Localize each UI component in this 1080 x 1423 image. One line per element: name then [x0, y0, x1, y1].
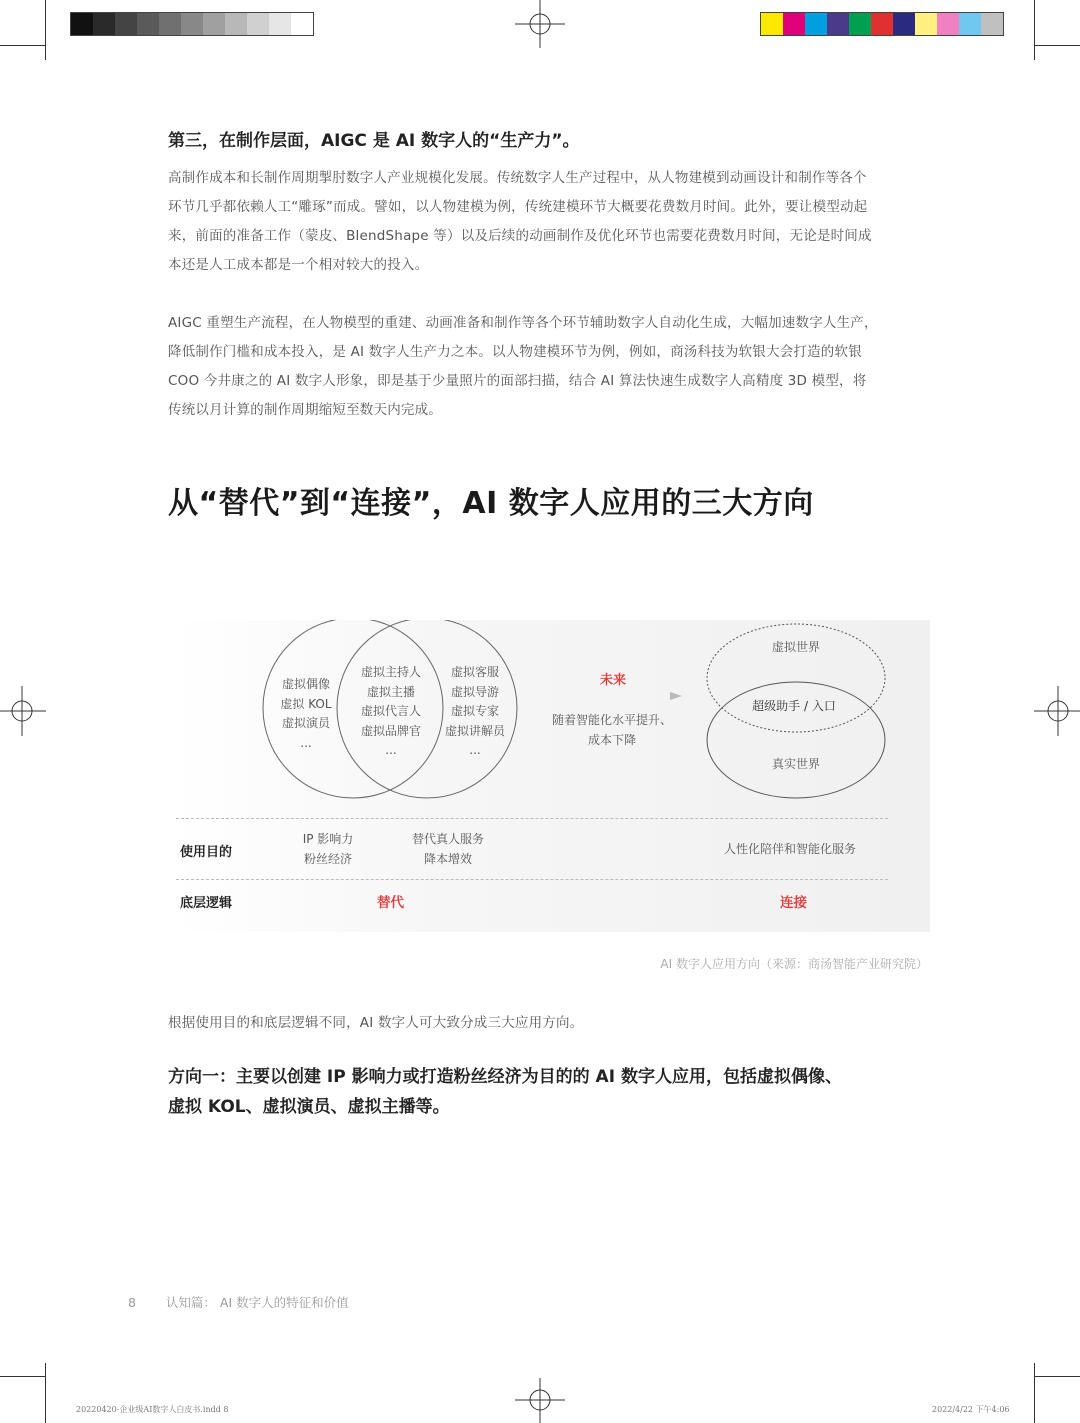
color-swatch	[893, 13, 915, 35]
page-footer	[128, 1293, 349, 1311]
color-calibration-bar	[760, 12, 1004, 36]
super-assistant-label: 超级助手 / 入口	[752, 699, 836, 713]
application-direction-diagram	[176, 620, 930, 932]
gray-swatch	[181, 13, 203, 35]
left-circle-items: 虚拟偶像 虚拟 KOL 虚拟演员 ...	[280, 677, 332, 750]
usage-purpose-label: 使用目的	[180, 845, 233, 860]
gray-swatch	[137, 13, 159, 35]
crop-mark	[1034, 1363, 1035, 1423]
color-swatch	[937, 13, 959, 35]
crop-mark	[0, 1376, 45, 1377]
real-world-label: 真实世界	[771, 757, 820, 771]
gray-swatch	[93, 13, 115, 35]
virtual-world-label: 虚拟世界	[771, 640, 820, 654]
gray-swatch	[71, 13, 93, 35]
registration-mark-left	[0, 686, 46, 736]
crop-mark	[45, 0, 46, 60]
divider	[176, 879, 888, 880]
logic-connect: 连接	[780, 895, 807, 911]
color-swatch	[915, 13, 937, 35]
crop-mark	[1035, 45, 1080, 46]
color-swatch	[959, 13, 981, 35]
color-swatch	[783, 13, 805, 35]
diagram-caption: AI 数字人应用方向（来源：商汤智能产业研究院）	[660, 957, 928, 971]
direction-one-heading: 方向一：主要以创建 IP 影响力或打造粉丝经济为目的的 AI 数字人应用，包括虚拟偶像、 虚拟 KOL、虚拟演员、虚拟主播等。	[168, 1067, 842, 1117]
gray-swatch	[115, 13, 137, 35]
future-label: 未来	[600, 673, 627, 688]
footer-chapter: 认知篇： AI 数字人的特征和价值	[165, 1295, 349, 1310]
registration-mark-top	[515, 0, 565, 48]
color-swatch	[827, 13, 849, 35]
slug-left: 20220420-企业级AI数字人白皮书.indd 8	[76, 1405, 229, 1414]
paragraph-2: AIGC 重塑生产流程，在人物模型的重建、动画准备和制作等各个环节辅助数字人自动化生成，大幅加速数字人生产，降低制作门槛和成本投入，是 AI 数字人生产力之本。以人物建模环节为例，例如，商汤科技为软银大会打造的软银 COO 今井康之的 AI 数字人形象，即是基于少量照片的面部扫描，结合 AI 算法快速生成数字人高精度 3D 模型，将传统以月计算的制作周期缩短至数天内完成。	[168, 315, 878, 418]
usage-purpose-replace: 替代真人服务 降本增效	[411, 832, 484, 866]
crop-mark	[45, 1363, 46, 1423]
page-title: 从“替代”到“连接”，AI 数字人应用的三大方向	[168, 486, 814, 521]
registration-mark-right	[1034, 686, 1080, 736]
usage-purpose-ip: IP 影响力 粉丝经济	[302, 832, 354, 866]
slug-right: 2022/4/22 下午4:06	[932, 1405, 1010, 1414]
registration-mark-bottom	[515, 1378, 565, 1423]
usage-purpose-connect: 人性化陪伴和智能化服务	[723, 842, 856, 856]
summary-text: 根据使用目的和底层逻辑不同，AI 数字人可大致分成三大应用方向。	[168, 1015, 584, 1031]
color-swatch	[761, 13, 783, 35]
paragraph-1: 高制作成本和长制作周期掣肘数字人产业规模化发展。传统数字人生产过程中，从人物建模到动画设计和制作等各个环节几乎都依赖人工“雕琢”而成。譬如，以人物建模为例，传统建模环节大概要花费数月时间。此外，要让模型动起来，前面的准备工作（蒙皮、BlendShape 等）以及后续的动画制作及优化环节也需要花费数月时间，无论是时间成本还是人工成本都是一个相对较大的投入。	[168, 170, 872, 273]
gray-swatch	[203, 13, 225, 35]
gray-swatch	[225, 13, 247, 35]
right-circle-items: 虚拟客服 虚拟导游 虚拟专家 虚拟讲解员 ...	[444, 665, 505, 757]
crop-mark	[1034, 0, 1035, 60]
color-swatch	[871, 13, 893, 35]
color-swatch	[981, 13, 1003, 35]
section-heading: 第三，在制作层面，AIGC 是 AI 数字人的“生产力”。	[168, 131, 580, 151]
color-swatch	[805, 13, 827, 35]
crop-mark	[1035, 1376, 1080, 1377]
gray-calibration-bar	[70, 12, 314, 36]
logic-replace: 替代	[377, 895, 404, 911]
divider	[176, 818, 888, 819]
page-number: 8	[128, 1295, 136, 1310]
arrow-icon	[670, 692, 682, 700]
gray-swatch	[269, 13, 291, 35]
gray-swatch	[291, 13, 313, 35]
gray-swatch	[247, 13, 269, 35]
gray-swatch	[159, 13, 181, 35]
crop-mark	[0, 45, 45, 46]
trend-text: 随着智能化水平提升、 成本下降	[551, 713, 672, 747]
color-swatch	[849, 13, 871, 35]
underlying-logic-label: 底层逻辑	[180, 896, 233, 911]
overlap-items: 虚拟主持人 虚拟主播 虚拟代言人 虚拟品牌官 ...	[360, 665, 421, 757]
